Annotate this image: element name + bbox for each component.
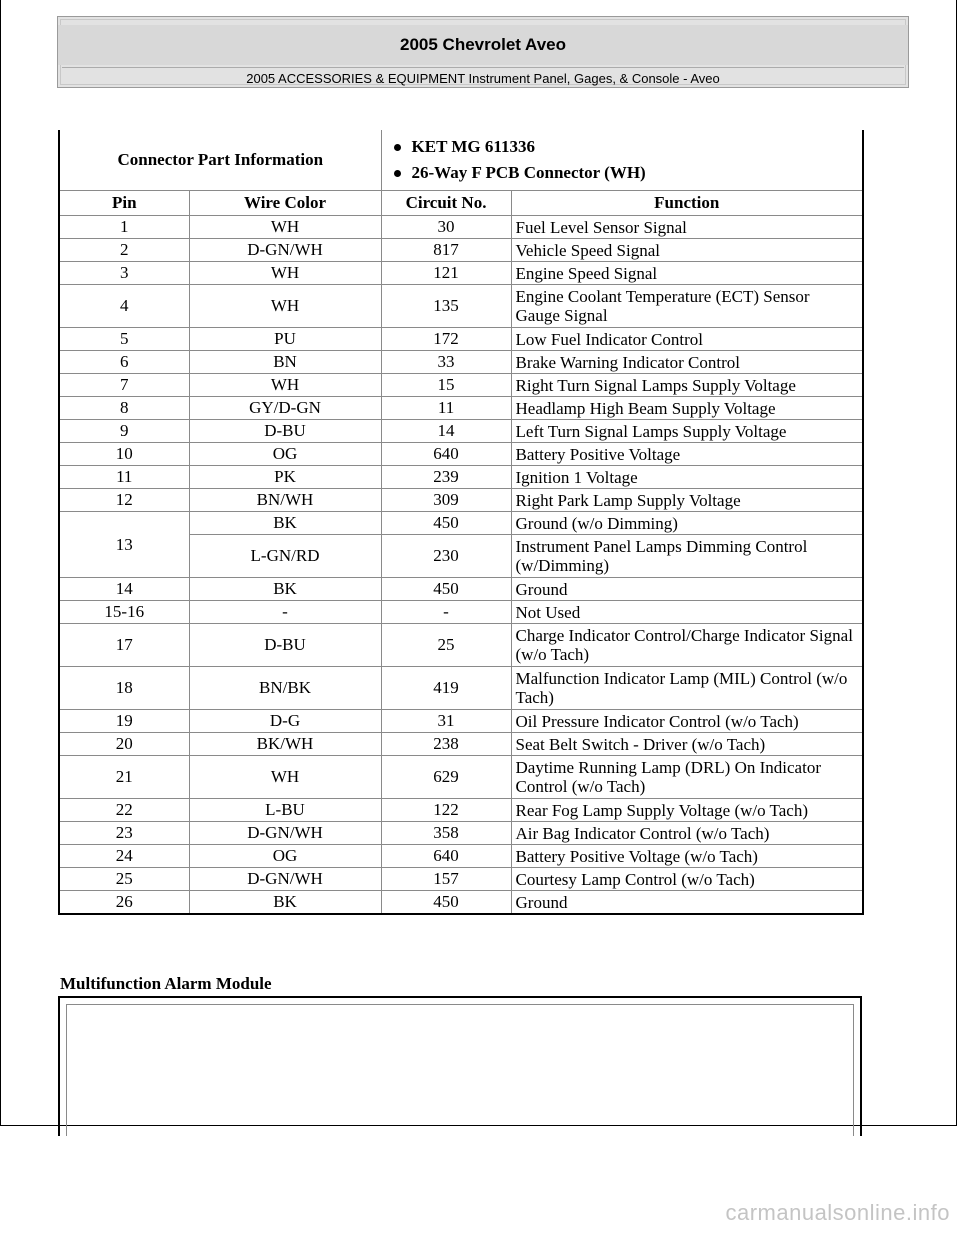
cell-wire-color: BK xyxy=(189,891,381,915)
connector-info-item: 26-Way F PCB Connector (WH) xyxy=(390,160,855,186)
figure-inner xyxy=(66,1004,854,1136)
cell-circuit: 31 xyxy=(381,710,511,733)
cell-pin: 1 xyxy=(59,216,189,239)
cell-function: Headlamp High Beam Supply Voltage xyxy=(511,397,863,420)
cell-function: Vehicle Speed Signal xyxy=(511,239,863,262)
cell-wire-color: BN/BK xyxy=(189,667,381,710)
document-subtitle: 2005 ACCESSORIES & EQUIPMENT Instrument Panel, Gages, & Console - Aveo xyxy=(246,71,720,86)
table-row xyxy=(59,601,863,624)
cell-pin: 22 xyxy=(59,799,189,822)
table-row xyxy=(59,489,863,512)
cell-function: Engine Speed Signal xyxy=(511,262,863,285)
table-row xyxy=(59,420,863,443)
cell-pin: 25 xyxy=(59,868,189,891)
cell-circuit: 640 xyxy=(381,443,511,466)
cell-wire-color: D-GN/WH xyxy=(189,868,381,891)
cell-circuit: 450 xyxy=(381,512,511,535)
cell-wire-color: BN/WH xyxy=(189,489,381,512)
column-header-wire-color: Wire Color xyxy=(189,191,381,216)
table-row xyxy=(59,351,863,374)
cell-wire-color: D-BU xyxy=(189,624,381,667)
cell-function: Daytime Running Lamp (DRL) On Indicator Control (w/o Tach) xyxy=(511,756,863,799)
cell-circuit: 640 xyxy=(381,845,511,868)
cell-circuit: 121 xyxy=(381,262,511,285)
table-row xyxy=(59,239,863,262)
cell-wire-color: L-BU xyxy=(189,799,381,822)
document-title: 2005 Chevrolet Aveo xyxy=(58,25,908,65)
cell-circuit: 30 xyxy=(381,216,511,239)
cell-wire-color: L-GN/RD xyxy=(189,535,381,578)
cell-function: Ignition 1 Voltage xyxy=(511,466,863,489)
cell-wire-color: D-BU xyxy=(189,420,381,443)
table-row xyxy=(59,397,863,420)
cell-circuit: 629 xyxy=(381,756,511,799)
cell-function: Right Park Lamp Supply Voltage xyxy=(511,489,863,512)
cell-pin: 19 xyxy=(59,710,189,733)
cell-pin: 17 xyxy=(59,624,189,667)
cell-wire-color: OG xyxy=(189,845,381,868)
table-row xyxy=(59,756,863,799)
column-header-function: Function xyxy=(511,191,863,216)
cell-wire-color: D-G xyxy=(189,710,381,733)
table-row xyxy=(59,624,863,667)
cell-circuit: 11 xyxy=(381,397,511,420)
section-heading: Multifunction Alarm Module xyxy=(60,974,272,993)
table-row xyxy=(59,262,863,285)
connector-info-item: KET MG 611336 xyxy=(390,134,855,160)
cell-circuit: 15 xyxy=(381,374,511,397)
cell-circuit: 239 xyxy=(381,466,511,489)
cell-pin: 3 xyxy=(59,262,189,285)
cell-circuit: 817 xyxy=(381,239,511,262)
cell-pin: 26 xyxy=(59,891,189,915)
table-row xyxy=(59,374,863,397)
table-row xyxy=(59,667,863,710)
cell-circuit: 135 xyxy=(381,285,511,328)
cell-wire-color: - xyxy=(189,601,381,624)
cell-pin: 4 xyxy=(59,285,189,328)
cell-circuit: 230 xyxy=(381,535,511,578)
cell-function: Left Turn Signal Lamps Supply Voltage xyxy=(511,420,863,443)
cell-wire-color: BK/WH xyxy=(189,733,381,756)
table-row xyxy=(59,845,863,868)
cell-function: Seat Belt Switch - Driver (w/o Tach) xyxy=(511,733,863,756)
cell-wire-color: GY/D-GN xyxy=(189,397,381,420)
cell-circuit: 25 xyxy=(381,624,511,667)
cell-pin: 6 xyxy=(59,351,189,374)
cell-circuit: 172 xyxy=(381,328,511,351)
cell-wire-color: D-GN/WH xyxy=(189,239,381,262)
table-row xyxy=(59,891,863,915)
cell-circuit: 238 xyxy=(381,733,511,756)
table-row xyxy=(59,216,863,239)
cell-function: Ground (w/o Dimming) xyxy=(511,512,863,535)
cell-wire-color: BK xyxy=(189,578,381,601)
cell-circuit: 419 xyxy=(381,667,511,710)
cell-circuit: 450 xyxy=(381,578,511,601)
cell-pin: 8 xyxy=(59,397,189,420)
cell-circuit: - xyxy=(381,601,511,624)
cell-wire-color: PU xyxy=(189,328,381,351)
cell-function: Air Bag Indicator Control (w/o Tach) xyxy=(511,822,863,845)
cell-wire-color: WH xyxy=(189,756,381,799)
cell-function: Instrument Panel Lamps Dimming Control (w/Dimming) xyxy=(511,535,863,578)
table-row xyxy=(59,466,863,489)
cell-pin: 21 xyxy=(59,756,189,799)
cell-pin: 11 xyxy=(59,466,189,489)
cell-function: Battery Positive Voltage (w/o Tach) xyxy=(511,845,863,868)
cell-function: Not Used xyxy=(511,601,863,624)
table-row xyxy=(59,285,863,328)
header-divider xyxy=(62,67,904,68)
table-row xyxy=(59,710,863,733)
cell-pin: 18 xyxy=(59,667,189,710)
connector-info-list xyxy=(381,130,863,191)
cell-pin: 10 xyxy=(59,443,189,466)
cell-pin: 9 xyxy=(59,420,189,443)
cell-pin: 5 xyxy=(59,328,189,351)
cell-function: Battery Positive Voltage xyxy=(511,443,863,466)
cell-circuit: 122 xyxy=(381,799,511,822)
cell-function: Fuel Level Sensor Signal xyxy=(511,216,863,239)
cell-wire-color: WH xyxy=(189,285,381,328)
cell-function: Rear Fog Lamp Supply Voltage (w/o Tach) xyxy=(511,799,863,822)
cell-wire-color: OG xyxy=(189,443,381,466)
cell-pin: 7 xyxy=(59,374,189,397)
cell-circuit: 33 xyxy=(381,351,511,374)
cell-wire-color: WH xyxy=(189,262,381,285)
table-row xyxy=(59,822,863,845)
cell-wire-color: BK xyxy=(189,512,381,535)
watermark: carmanualsonline.info xyxy=(725,1200,950,1225)
cell-function: Malfunction Indicator Lamp (MIL) Control (w/o Tach) xyxy=(511,667,863,710)
cell-pin: 24 xyxy=(59,845,189,868)
cell-pin: 14 xyxy=(59,578,189,601)
table-row xyxy=(59,733,863,756)
column-header-pin: Pin xyxy=(59,191,189,216)
connector-info-label: Connector Part Information xyxy=(59,130,381,191)
connector-table xyxy=(58,130,864,915)
cell-circuit: 309 xyxy=(381,489,511,512)
cell-function: Engine Coolant Temperature (ECT) Sensor Gauge Signal xyxy=(511,285,863,328)
cell-wire-color: WH xyxy=(189,216,381,239)
table-row xyxy=(59,328,863,351)
cell-function: Charge Indicator Control/Charge Indicator Signal (w/o Tach) xyxy=(511,624,863,667)
cell-pin: 23 xyxy=(59,822,189,845)
table-row xyxy=(59,799,863,822)
table-header-row xyxy=(59,191,863,216)
table-row xyxy=(59,512,863,535)
cell-wire-color: PK xyxy=(189,466,381,489)
cell-function: Low Fuel Indicator Control xyxy=(511,328,863,351)
cell-wire-color: BN xyxy=(189,351,381,374)
connector-info-row xyxy=(59,130,863,191)
cell-function: Right Turn Signal Lamps Supply Voltage xyxy=(511,374,863,397)
column-header-circuit: Circuit No. xyxy=(381,191,511,216)
cell-pin: 13 xyxy=(59,512,189,578)
cell-function: Oil Pressure Indicator Control (w/o Tach) xyxy=(511,710,863,733)
cell-wire-color: WH xyxy=(189,374,381,397)
cell-circuit: 358 xyxy=(381,822,511,845)
table-row xyxy=(59,868,863,891)
cell-pin: 20 xyxy=(59,733,189,756)
cell-function: Brake Warning Indicator Control xyxy=(511,351,863,374)
table-row xyxy=(59,443,863,466)
cell-circuit: 157 xyxy=(381,868,511,891)
cell-function: Courtesy Lamp Control (w/o Tach) xyxy=(511,868,863,891)
cell-circuit: 14 xyxy=(381,420,511,443)
document-header xyxy=(57,16,909,88)
cell-circuit: 450 xyxy=(381,891,511,915)
cell-wire-color: D-GN/WH xyxy=(189,822,381,845)
figure-frame xyxy=(58,996,862,1136)
cell-pin: 12 xyxy=(59,489,189,512)
cell-function: Ground xyxy=(511,891,863,915)
cell-pin: 2 xyxy=(59,239,189,262)
table-row xyxy=(59,578,863,601)
cell-pin: 15-16 xyxy=(59,601,189,624)
cell-function: Ground xyxy=(511,578,863,601)
